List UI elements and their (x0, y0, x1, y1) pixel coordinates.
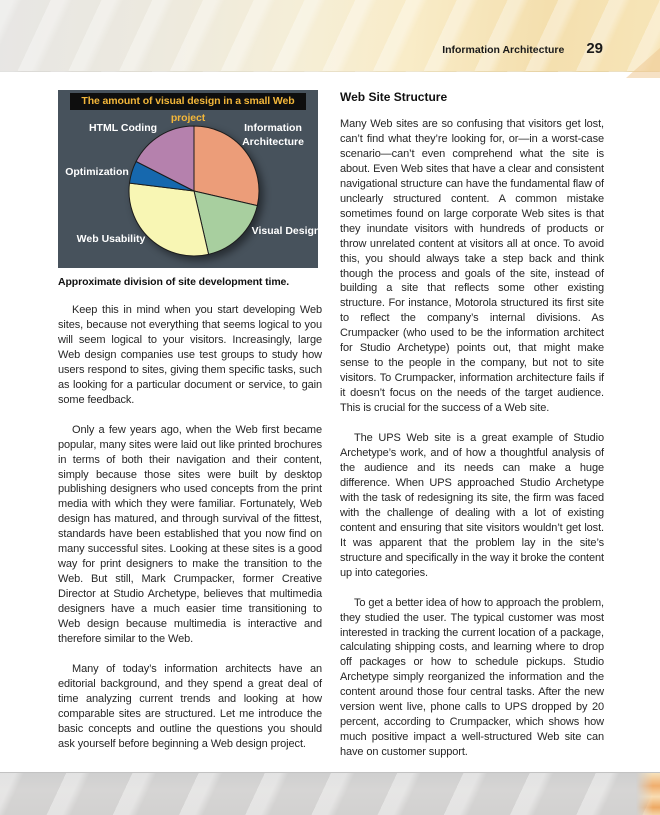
running-header (442, 40, 603, 57)
pie-label-information-architecture: Information Architecture (242, 122, 304, 148)
figure-caption: Approximate division of site development time. (58, 276, 290, 288)
pie-label-html-coding: HTML Coding (88, 122, 158, 134)
figure-pie-chart-panel (58, 90, 321, 268)
paragraph: Keep this in mind when you start developing Web sites, because not everything that seems logical to you will seem logical to your visitors. Increasingly, large Web design companies use test groups to study how users respond to sites, giving them specific tasks, such as looking for a particular document or service, to gain some feedback. (58, 304, 322, 406)
footer-accent-stripe (636, 773, 660, 815)
paragraph: To get a better idea of how to approach the problem, they studied the user. The typical customer was most interested in tracking the current location of a package, calculating shipping costs, and learning where to drop off packages or how to schedule pickups. Studio Archetype simply reorganized the information and the content around those four central tasks. After the new version went live, phone calls to UPS dropped by 20 percent, according to Crumpacker, which shows how much positive impact a well-structured Web site can have on customer support. (340, 596, 604, 759)
pie-label-web-usability: Web Usability (76, 233, 146, 245)
pie-label-visual-design: Visual Design (251, 225, 321, 237)
paragraph: Many of today’s information architects have an editorial background, and they spend a great deal of time analyzing current trends and looking at how comparable sites are structured. Let me introduce the basic concepts and outline the questions you should ask yourself before beginning a Web design project. (58, 662, 322, 750)
right-column (340, 90, 604, 775)
paragraph: Only a few years ago, when the Web first became popular, many sites were laid out like printed brochures in terms of both their navigation and their content, simply because those sites were built by desktop publishing designers who used concepts from the print media with which they were familiar. Fortunately, Web design has matured, and through survival of the fittest, standards have been established that you now find on many successful sites. Looking at these sites is a good way for print designers to make the transition to the Web. But still, Mark Crumpacker, former Creative Director at Studio Archetype, believes that multimedia designers have a much easier time transitioning to Web design because multimedia is interactive and therefore similar to the Web. (58, 423, 322, 646)
figure-title: The amount of visual design in a small Web project (70, 93, 306, 110)
page-header (0, 0, 660, 72)
page-footer (0, 772, 660, 815)
page-number: 29 (586, 40, 603, 57)
section-heading: Web Site Structure (340, 90, 448, 104)
header-decorative-triangle (626, 48, 660, 78)
left-column (58, 303, 322, 767)
pie-label-optimization: Optimization (65, 166, 129, 178)
section-title: Information Architecture (442, 44, 565, 56)
paragraph: Many Web sites are so confusing that visitors get lost, can’t find what they’re looking for, or—in a worst-case scenario—can’t even comprehend what the site is about. Even Web sites that have a clear and consistent navigational structure can have the fundamental flaw of unclearly structured content. A common mistake sometimes found on large corporate Web sites is that they inundate visitors with hundreds of products or throw unrelated content at visitors all at once. To avoid this, you should always take a step back and think though the process and goals of the site, instead of building a site that reflects some other existing structure. For instance, Motorola structured its first site to reflect the company’s internal divisions. As Crumpacker (who used to be the information architect for Studio Archetype) points out, that might make sense to the people in the company, but not to site visitors. To Crumpacker, information architecture fails if it doesn’t focus on the needs of the target audience. This is crucial for the success of a Web site. (340, 118, 604, 415)
paragraph: The UPS Web site is a great example of Studio Archetype’s work, and of how a thoughtful analysis of the audience and its needs can make a huge difference. When UPS approached Studio Archetype with the task of redesigning its site, the firm was faced with the challenge of dealing with a lot of existing content and ensuring that site visitors wouldn’t get lost. It was apparent that the problem lay in the site’s structure and specifically in the way it broke the content up into categories. (340, 432, 604, 579)
